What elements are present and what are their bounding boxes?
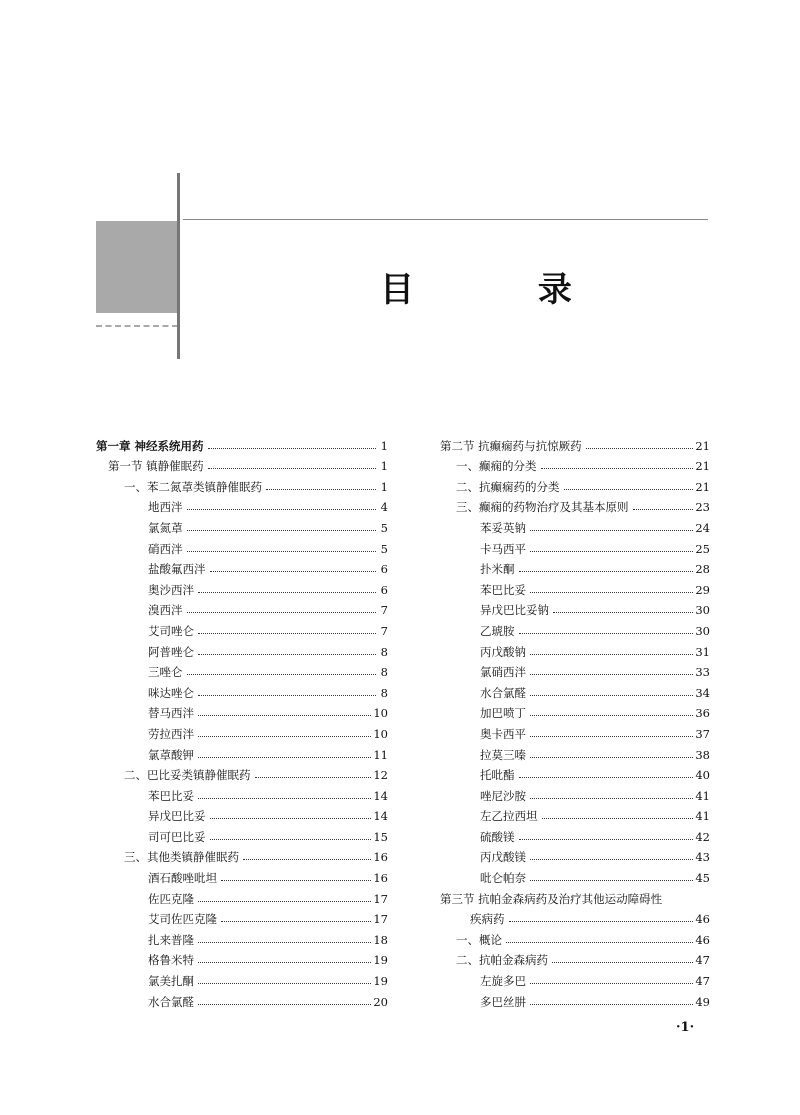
toc-entry-label: 盐酸氟西泮 [148,562,206,577]
toc-leader-dots [198,983,371,984]
toc-entry[interactable] [428,906,710,927]
toc-leader-dots [542,818,694,819]
toc-entry[interactable] [428,864,710,885]
toc-leader-dots [221,880,371,881]
toc-leader-dots [586,448,694,449]
toc-entry-page: 21 [695,438,710,453]
toc-entry[interactable] [96,885,388,906]
toc-leader-dots [198,633,376,634]
toc-leader-dots [198,901,371,902]
toc-leader-dots [530,530,693,531]
toc-entry-page: 18 [373,932,388,947]
toc-entry-page: 1 [380,459,388,474]
toc-entry[interactable] [428,741,710,762]
toc-left-column [96,432,388,1009]
toc-entry[interactable] [96,679,388,700]
toc-entry-label: 一、概论 [456,932,502,947]
toc-entry-page: 34 [695,685,710,700]
toc-entry[interactable] [428,453,710,474]
toc-entry-label: 三唑仑 [148,665,183,680]
toc-entry-page: 25 [695,541,710,556]
toc-entry-label: 地西泮 [148,500,183,515]
toc-entry-page: 38 [695,747,710,762]
toc-entry[interactable] [428,844,710,865]
toc-entry[interactable] [96,700,388,721]
toc-leader-dots [187,674,377,675]
toc-entry-label: 扑米酮 [480,562,515,577]
toc-entry-label: 第一节 镇静催眠药 [108,459,204,474]
toc-entry[interactable] [428,597,710,618]
toc-entry-page: 5 [380,520,388,535]
toc-entry-label: 拉莫三嗪 [480,747,526,762]
toc-leader-dots [221,921,371,922]
toc-leader-dots [198,942,371,943]
toc-entry-page: 4 [380,500,388,515]
toc-leader-dots [530,736,693,737]
toc-entry-page: 17 [373,912,388,927]
toc-entry[interactable] [96,844,388,865]
toc-entry[interactable] [96,514,388,535]
header-decor-dashes [96,325,178,327]
toc-entry-label: 艾司佐匹克隆 [148,912,217,927]
toc-leader-dots [519,571,694,572]
toc-entry[interactable] [96,535,388,556]
toc-entry-label: 氯氮䓬 [148,520,183,535]
toc-leader-dots [530,592,693,593]
toc-entry-label: 劳拉西泮 [148,726,194,741]
toc-leader-dots [187,509,377,510]
toc-entry[interactable] [96,823,388,844]
page-title: 目 录 [380,270,628,310]
toc-entry-label: 丙戊酸钠 [480,644,526,659]
toc-entry-page: 14 [373,809,388,824]
toc-entry-label: 水合氯醛 [480,685,526,700]
toc-leader-dots [255,777,372,778]
toc-entry[interactable] [96,906,388,927]
toc-entry[interactable] [428,494,710,515]
toc-entry-label: 二、抗癫痫药的分类 [456,479,560,494]
toc-entry[interactable] [428,473,710,494]
toc-entry-label: 艾司唑仑 [148,623,194,638]
toc-entry-label: 左乙拉西坦 [480,809,538,824]
toc-leader-dots [530,654,693,655]
toc-entry-page: 40 [695,768,710,783]
toc-entry-label: 加巴喷丁 [480,706,526,721]
toc-entry-label: 吡仑帕奈 [480,871,526,886]
toc-entry-page: 47 [695,953,710,968]
toc-entry[interactable] [428,803,710,824]
toc-entry[interactable] [96,494,388,515]
toc-entry-page: 19 [373,974,388,989]
toc-entry-page: 45 [695,871,710,886]
header-decor-box [96,221,178,313]
toc-entry-label: 扎来普隆 [148,932,194,947]
toc-leader-dots [208,448,376,449]
toc-entry-label: 硝西泮 [148,541,183,556]
toc-entry-label: 第一章 神经系统用药 [96,438,204,453]
toc-leader-dots [266,489,376,490]
toc-entry-label: 卡马西平 [480,541,526,556]
toc-leader-dots [198,715,371,716]
toc-entry[interactable] [96,576,388,597]
toc-entry[interactable] [96,988,388,1009]
toc-entry-page: 12 [373,768,388,783]
toc-entry-label: 咪达唑仑 [148,685,194,700]
toc-entry[interactable] [428,823,710,844]
toc-leader-dots [198,654,376,655]
toc-leader-dots [198,736,371,737]
toc-entry[interactable] [428,782,710,803]
toc-entry-page: 41 [695,788,710,803]
toc-leader-dots [198,962,371,963]
toc-entry-page: 1 [380,438,388,453]
toc-entry-page: 7 [380,623,388,638]
toc-entry[interactable] [428,535,710,556]
toc-entry-label: 二、抗帕金森病药 [456,953,548,968]
toc-entry[interactable] [96,864,388,885]
toc-entry-label: 苯妥英钠 [480,520,526,535]
toc-leader-dots [553,612,693,613]
toc-entry-page: 19 [373,953,388,968]
toc-entry-page: 14 [373,788,388,803]
toc-leader-dots [519,839,694,840]
toc-entry[interactable] [428,700,710,721]
toc-entry-page: 11 [373,747,388,762]
toc-entry-page: 6 [380,562,388,577]
toc-leader-dots [552,962,693,963]
toc-entry-page: 21 [695,479,710,494]
toc-entry[interactable] [96,556,388,577]
toc-leader-dots [208,468,376,469]
toc-entry-label: 三、癫痫的药物治疗及其基本原则 [456,500,629,515]
toc-leader-dots [530,551,693,552]
toc-entry[interactable] [96,659,388,680]
toc-leader-dots [530,1004,693,1005]
toc-leader-dots [187,530,377,531]
toc-leader-dots [187,551,377,552]
toc-entry[interactable] [428,988,710,1009]
toc-entry[interactable] [428,926,710,947]
toc-entry-label: 一、苯二氮䓬类镇静催眠药 [124,479,262,494]
toc-entry-label: 阿普唑仑 [148,644,194,659]
toc-leader-dots [198,798,371,799]
header-horizontal-rule [183,219,708,220]
toc-entry-page: 21 [695,459,710,474]
toc-leader-dots [530,715,693,716]
toc-entry-label: 苯巴比妥 [480,582,526,597]
toc-entry[interactable] [96,432,388,453]
toc-entry-page: 23 [695,500,710,515]
toc-entry-page: 15 [373,829,388,844]
toc-entry-page: 41 [695,809,710,824]
toc-entry-page: 6 [380,582,388,597]
toc-leader-dots [198,757,371,758]
toc-entry-page: 43 [695,850,710,865]
toc-entry-page: 30 [695,623,710,638]
toc-entry-label: 氯硝西泮 [480,665,526,680]
toc-entry-page: 24 [695,520,710,535]
toc-entry-page: 8 [380,665,388,680]
toc-leader-dots [530,674,693,675]
toc-leader-dots [530,757,693,758]
toc-entry-label: 氯美扎酮 [148,974,194,989]
toc-entry-page: 10 [373,726,388,741]
toc-entry-label: 氯䓬酸钾 [148,747,194,762]
toc-leader-dots [519,633,694,634]
toc-entry[interactable] [96,473,388,494]
toc-entry-page: 5 [380,541,388,556]
toc-entry-label: 唑尼沙胺 [480,788,526,803]
toc-entry[interactable] [428,556,710,577]
toc-entry-page: 16 [373,850,388,865]
toc-entry-label: 异戊巴比妥钠 [480,603,549,618]
toc-entry-page: 1 [380,479,388,494]
toc-entry-label: 二、巴比妥类镇静催眠药 [124,768,251,783]
toc-entry-page: 37 [695,726,710,741]
toc-entry-page: 7 [380,603,388,618]
toc-leader-dots [564,489,694,490]
toc-entry[interactable] [428,617,710,638]
toc-leader-dots [210,571,377,572]
toc-entry-label: 左旋多巴 [480,974,526,989]
toc-entry-page: 16 [373,871,388,886]
toc-entry-label: 第三节 抗帕金森病药及治疗其他运动障碍性 [440,891,663,906]
toc-entry-label: 一、癫痫的分类 [456,459,537,474]
toc-entry[interactable] [96,720,388,741]
toc-leader-dots [541,468,694,469]
toc-entry-page: 8 [380,644,388,659]
toc-entry[interactable] [428,432,710,453]
toc-entry-page: 8 [380,685,388,700]
toc-entry-label: 奥卡西平 [480,726,526,741]
toc-entry-page: 42 [695,829,710,844]
toc-leader-dots [506,942,693,943]
toc-leader-dots [509,921,694,922]
toc-entry-label: 水合氯醛 [148,994,194,1009]
toc-entry[interactable] [428,659,710,680]
toc-entry-label: 疾病药 [470,912,505,927]
toc-entry-page: 33 [695,665,710,680]
toc-entry[interactable] [428,576,710,597]
toc-entry-page: 29 [695,582,710,597]
toc-entry[interactable] [96,617,388,638]
toc-leader-dots [530,859,693,860]
toc-entry-label: 三、其他类镇静催眠药 [124,850,239,865]
toc-entry[interactable] [96,741,388,762]
toc-leader-dots [530,983,693,984]
toc-entry-page: 31 [695,644,710,659]
toc-leader-dots [519,777,694,778]
toc-entry-label: 多巴丝肼 [480,994,526,1009]
toc-entry-page: 46 [695,932,710,947]
toc-entry-label: 第二节 抗癫痫药与抗惊厥药 [440,438,582,453]
toc-entry-page: 49 [695,994,710,1009]
toc-entry-label: 苯巴比妥 [148,788,194,803]
toc-leader-dots [210,818,372,819]
toc-entry-label: 佐匹克隆 [148,891,194,906]
toc-leader-dots [187,612,377,613]
toc-leader-dots [530,695,693,696]
toc-entry[interactable] [428,514,710,535]
toc-entry-page: 46 [695,912,710,927]
toc-entry-label: 奥沙西泮 [148,582,194,597]
toc-entry-page: 10 [373,706,388,721]
toc-entry-label: 异戊巴比妥 [148,809,206,824]
toc-entry[interactable] [96,782,388,803]
toc-entry-page: 17 [373,891,388,906]
toc-entry[interactable] [428,947,710,968]
toc-leader-dots [198,1004,371,1005]
toc-leader-dots [198,695,376,696]
toc-entry[interactable] [428,967,710,988]
toc-entry[interactable] [428,679,710,700]
toc-entry-page: 30 [695,603,710,618]
toc-entry-label: 硫酸镁 [480,829,515,844]
toc-leader-dots [530,880,693,881]
header-vertical-rule [177,173,180,359]
toc-entry-page: 20 [373,994,388,1009]
toc-entry-label: 格鲁米特 [148,953,194,968]
toc-entry-label: 丙戊酸镁 [480,850,526,865]
toc-leader-dots [210,839,372,840]
toc-entry[interactable] [428,885,710,906]
toc-entry-page: 28 [695,562,710,577]
toc-entry[interactable] [96,926,388,947]
toc-entry-label: 托吡酯 [480,768,515,783]
toc-entry[interactable] [96,947,388,968]
toc-entry[interactable] [428,762,710,783]
toc-entry-label: 替马西泮 [148,706,194,721]
toc-leader-dots [530,798,693,799]
toc-entry[interactable] [96,762,388,783]
toc-entry[interactable] [96,453,388,474]
toc-leader-dots [198,592,376,593]
toc-leader-dots [633,509,694,510]
toc-entry-page: 47 [695,974,710,989]
page-number: ·1· [676,1020,695,1035]
toc-entry-label: 溴西泮 [148,603,183,618]
toc-entry[interactable] [96,967,388,988]
toc-right-column [428,432,710,1009]
toc-leader-dots [243,859,371,860]
toc-entry[interactable] [96,597,388,618]
toc-entry-label: 乙琥胺 [480,623,515,638]
toc-entry[interactable] [428,638,710,659]
toc-entry-page: 36 [695,706,710,721]
toc-entry-label: 司可巴比妥 [148,829,206,844]
toc-entry[interactable] [96,803,388,824]
toc-entry-label: 酒石酸唑吡坦 [148,871,217,886]
toc-entry[interactable] [96,638,388,659]
toc-entry[interactable] [428,720,710,741]
